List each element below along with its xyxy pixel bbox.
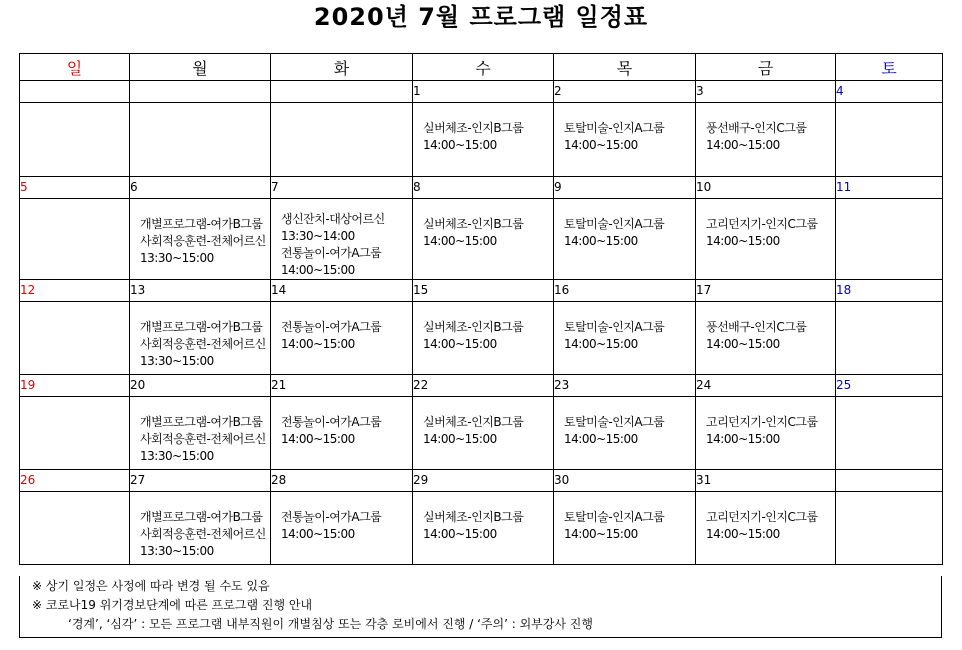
notes-box bbox=[19, 576, 942, 638]
note-line: ※ 상기 일정은 사정에 따라 변경 될 수도 있음 bbox=[32, 579, 270, 593]
schedule-cell bbox=[696, 397, 836, 470]
date-cell: 8 bbox=[413, 177, 554, 199]
event-line: 실버체조-인지B그룹 bbox=[423, 217, 524, 231]
weekday-header-sun: 일 bbox=[20, 54, 130, 81]
event-line: 14:00~15:00 bbox=[281, 337, 355, 351]
event-line: 풍선배구-인지C그룹 bbox=[706, 121, 807, 135]
date-row bbox=[20, 470, 943, 492]
weekday-header-thu: 목 bbox=[554, 54, 696, 81]
page-title: 2020년 7월 프로그램 일정표 bbox=[313, 3, 649, 31]
event-line: 14:00~15:00 bbox=[564, 337, 638, 351]
date-cell: 17 bbox=[696, 280, 836, 302]
schedule-cell bbox=[20, 199, 130, 280]
schedule-cell bbox=[20, 492, 130, 565]
event-line: 14:00~15:00 bbox=[706, 234, 780, 248]
schedule-cell bbox=[20, 397, 130, 470]
schedule-cell bbox=[554, 397, 696, 470]
schedule-cell bbox=[20, 103, 130, 177]
date-row bbox=[20, 177, 943, 199]
date-cell: 22 bbox=[413, 375, 554, 397]
schedule-cell bbox=[413, 103, 554, 177]
event-line: 사회적응훈련-전체어르신 bbox=[140, 432, 266, 446]
schedule-cell bbox=[271, 302, 413, 375]
date-cell: 24 bbox=[696, 375, 836, 397]
date-cell: 3 bbox=[696, 81, 836, 103]
weekday-header-row bbox=[20, 54, 943, 81]
date-cell: 23 bbox=[554, 375, 696, 397]
calendar-table bbox=[19, 53, 943, 565]
date-cell: 9 bbox=[554, 177, 696, 199]
event-line: 14:00~15:00 bbox=[706, 432, 780, 446]
event-line: 토탈미술-인지A그룹 bbox=[564, 320, 665, 334]
date-row bbox=[20, 280, 943, 302]
schedule-cell bbox=[554, 199, 696, 280]
events-row bbox=[20, 103, 943, 177]
date-cell: 7 bbox=[271, 177, 413, 199]
schedule-cell bbox=[130, 397, 271, 470]
schedule-cell bbox=[696, 492, 836, 565]
date-cell: 21 bbox=[271, 375, 413, 397]
date-cell: 5 bbox=[20, 177, 130, 199]
event-line: 14:00~15:00 bbox=[423, 138, 497, 152]
event-line: 전통놀이-여가A그룹 bbox=[281, 415, 382, 429]
schedule-cell bbox=[554, 492, 696, 565]
date-cell bbox=[130, 81, 271, 103]
schedule-cell bbox=[413, 397, 554, 470]
event-line: 14:00~15:00 bbox=[564, 138, 638, 152]
event-line: 14:00~15:00 bbox=[706, 527, 780, 541]
date-cell: 12 bbox=[20, 280, 130, 302]
date-cell: 10 bbox=[696, 177, 836, 199]
event-line: 고리던지기-인지C그룹 bbox=[706, 415, 818, 429]
schedule-cell bbox=[696, 103, 836, 177]
date-row bbox=[20, 375, 943, 397]
event-line: 토탈미술-인지A그룹 bbox=[564, 217, 665, 231]
schedule-cell bbox=[696, 302, 836, 375]
date-cell: 29 bbox=[413, 470, 554, 492]
event-line: 실버체조-인지B그룹 bbox=[423, 121, 524, 135]
date-cell: 18 bbox=[836, 280, 943, 302]
event-line: 전통놀이-여가A그룹 bbox=[281, 246, 382, 260]
event-line: 14:00~15:00 bbox=[281, 432, 355, 446]
event-line: 개별프로그램-여가B그룹 bbox=[140, 415, 263, 429]
schedule-cell bbox=[413, 199, 554, 280]
event-line: 14:00~15:00 bbox=[281, 527, 355, 541]
weekday-header-mon: 월 bbox=[130, 54, 271, 81]
schedule-cell bbox=[836, 302, 943, 375]
date-cell bbox=[271, 81, 413, 103]
event-line: 14:00~15:00 bbox=[281, 263, 355, 277]
schedule-cell bbox=[271, 103, 413, 177]
weekday-header-tue: 화 bbox=[271, 54, 413, 81]
date-cell: 25 bbox=[836, 375, 943, 397]
schedule-cell bbox=[271, 397, 413, 470]
schedule-cell bbox=[836, 103, 943, 177]
date-cell: 26 bbox=[20, 470, 130, 492]
date-cell: 19 bbox=[20, 375, 130, 397]
event-line: 14:00~15:00 bbox=[423, 527, 497, 541]
event-line: 전통놀이-여가A그룹 bbox=[281, 320, 382, 334]
schedule-cell bbox=[836, 397, 943, 470]
event-line: 사회적응훈련-전체어르신 bbox=[140, 234, 266, 248]
schedule-cell bbox=[413, 492, 554, 565]
events-row bbox=[20, 492, 943, 565]
event-line: 고리던지기-인지C그룹 bbox=[706, 217, 818, 231]
event-line: 토탈미술-인지A그룹 bbox=[564, 415, 665, 429]
event-line: 토탈미술-인지A그룹 bbox=[564, 121, 665, 135]
event-line: 14:00~15:00 bbox=[564, 432, 638, 446]
event-line: 개별프로그램-여가B그룹 bbox=[140, 320, 263, 334]
event-line: 실버체조-인지B그룹 bbox=[423, 320, 524, 334]
weekday-header-fri: 금 bbox=[696, 54, 836, 81]
weekday-header-wed: 수 bbox=[413, 54, 554, 81]
event-line: 전통놀이-여가A그룹 bbox=[281, 510, 382, 524]
event-line: 고리던지기-인지C그룹 bbox=[706, 510, 818, 524]
events-row bbox=[20, 397, 943, 470]
date-cell bbox=[20, 81, 130, 103]
note-line: ※ 코로나19 위기경보단계에 따른 프로그램 진행 안내 bbox=[32, 598, 313, 612]
date-cell: 11 bbox=[836, 177, 943, 199]
schedule-cell bbox=[836, 492, 943, 565]
schedule-cell bbox=[554, 302, 696, 375]
date-cell: 28 bbox=[271, 470, 413, 492]
date-cell: 15 bbox=[413, 280, 554, 302]
date-cell: 16 bbox=[554, 280, 696, 302]
date-cell: 30 bbox=[554, 470, 696, 492]
date-row bbox=[20, 81, 943, 103]
date-cell: 27 bbox=[130, 470, 271, 492]
schedule-cell bbox=[836, 199, 943, 280]
event-line: 실버체조-인지B그룹 bbox=[423, 510, 524, 524]
schedule-cell bbox=[130, 103, 271, 177]
date-cell: 31 bbox=[696, 470, 836, 492]
date-cell: 13 bbox=[130, 280, 271, 302]
date-cell: 14 bbox=[271, 280, 413, 302]
schedule-cell bbox=[130, 199, 271, 280]
date-cell: 1 bbox=[413, 81, 554, 103]
schedule-cell bbox=[696, 199, 836, 280]
event-line: 풍선배구-인지C그룹 bbox=[706, 320, 807, 334]
event-line: 14:00~15:00 bbox=[564, 234, 638, 248]
event-line: 생신잔치-대상어르신 bbox=[281, 212, 385, 226]
note-line: ‘경계’, ‘심각’ : 모든 프로그램 내부직원이 개별침상 또는 각층 로비에서 진행 / ‘주의’ : 외부강사 진행 bbox=[68, 617, 593, 631]
event-line: 14:00~15:00 bbox=[706, 337, 780, 351]
event-line: 14:00~15:00 bbox=[706, 138, 780, 152]
date-cell: 20 bbox=[130, 375, 271, 397]
event-line: 사회적응훈련-전체어르신 bbox=[140, 527, 266, 541]
weekday-header-sat: 토 bbox=[836, 54, 943, 81]
event-line: 13:30~14:00 bbox=[281, 229, 355, 243]
schedule-cell bbox=[271, 492, 413, 565]
schedule-cell bbox=[20, 302, 130, 375]
schedule-cell bbox=[130, 302, 271, 375]
event-line: 실버체조-인지B그룹 bbox=[423, 415, 524, 429]
event-line: 개별프로그램-여가B그룹 bbox=[140, 217, 263, 231]
event-line: 13:30~15:00 bbox=[140, 544, 214, 558]
event-line: 개별프로그램-여가B그룹 bbox=[140, 510, 263, 524]
events-row bbox=[20, 302, 943, 375]
event-line: 14:00~15:00 bbox=[423, 432, 497, 446]
event-line: 14:00~15:00 bbox=[423, 234, 497, 248]
events-row bbox=[20, 199, 943, 280]
event-line: 13:30~15:00 bbox=[140, 449, 214, 463]
schedule-cell bbox=[271, 199, 413, 280]
event-line: 14:00~15:00 bbox=[564, 527, 638, 541]
event-line: 사회적응훈련-전체어르신 bbox=[140, 337, 266, 351]
date-cell: 2 bbox=[554, 81, 696, 103]
event-line: 13:30~15:00 bbox=[140, 354, 214, 368]
date-cell: 4 bbox=[836, 81, 943, 103]
schedule-cell bbox=[413, 302, 554, 375]
event-line: 토탈미술-인지A그룹 bbox=[564, 510, 665, 524]
event-line: 13:30~15:00 bbox=[140, 251, 214, 265]
schedule-cell bbox=[554, 103, 696, 177]
date-cell: 6 bbox=[130, 177, 271, 199]
date-cell bbox=[836, 470, 943, 492]
schedule-cell bbox=[130, 492, 271, 565]
event-line: 14:00~15:00 bbox=[423, 337, 497, 351]
